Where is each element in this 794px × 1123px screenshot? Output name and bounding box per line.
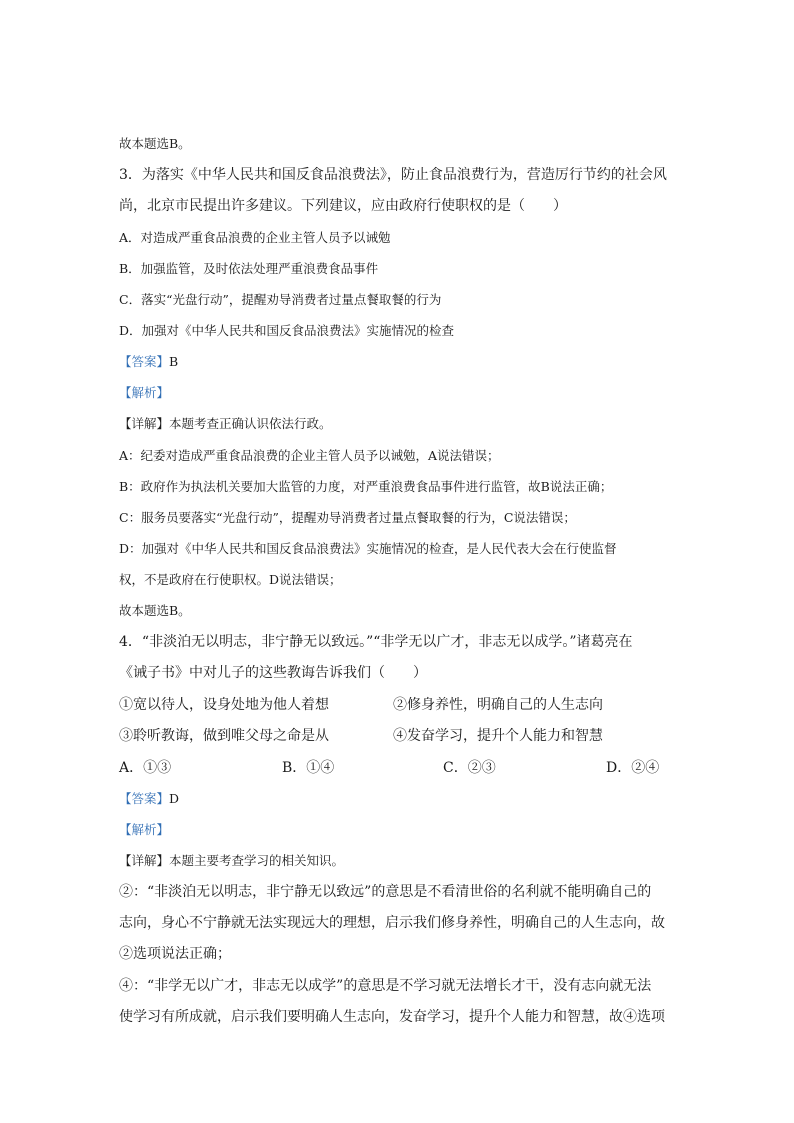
question-4-stem: 4．“非淡泊无以明志，非宁静无以致远。”“非学无以广才，非志无以成学。”诸葛亮在 <box>119 634 633 650</box>
detail-line-2 <box>119 852 679 870</box>
statement-1: ①宽以待人，设身处地为他人着想 <box>119 697 329 713</box>
detail-line <box>119 415 679 433</box>
explain-b: B：政府作为执法机关要加大监管的力度，对严重浪费食品事件进行监管，故B说法正确； <box>119 479 613 494</box>
question-4-stem-cont: 《诫子书》中对儿子的这些教诲告诉我们（ ） <box>119 665 427 681</box>
analysis-line <box>119 384 679 402</box>
detail-tag-2: 【详解】 <box>119 853 170 868</box>
analysis-tag-2: 【解析】 <box>119 822 170 837</box>
analysis-line-2 <box>119 821 679 839</box>
detail-text: 本题考查正确认识依法行政。 <box>169 416 332 431</box>
option-a: A．对造成严重食品浪费的企业主管人员予以诫勉 <box>119 230 391 245</box>
answer-line <box>119 353 679 371</box>
detail-text-2: 本题主要考查学习的相关知识。 <box>169 853 345 868</box>
choice-b: B．①④ <box>282 760 335 776</box>
conclusion-line: 故本题选B。 <box>119 136 191 151</box>
statement-4: ④发奋学习，提升个人能力和智慧 <box>393 728 603 744</box>
statement-3: ③聆听教诲，做到唯父母之命是从 <box>119 728 329 744</box>
answer-tag-2: 【答案】 <box>119 791 170 806</box>
explain-4-line-2: 使学习有所成就，启示我们要明确人生志向，发奋学习，提升个人能力和智慧，故④选项 <box>119 1009 665 1025</box>
detail-tag: 【详解】 <box>119 416 170 431</box>
answer-line-2 <box>119 790 679 808</box>
answer-tag: 【答案】 <box>119 354 170 369</box>
explain-d-cont: 权，不是政府在行使职权。D说法错误； <box>119 572 342 587</box>
analysis-tag: 【解析】 <box>119 385 170 400</box>
option-d: D．加强对《中华人民共和国反食品浪费法》实施情况的检查 <box>119 323 455 338</box>
statement-2: ②修身养性，明确自己的人生志向 <box>393 697 603 713</box>
choice-a: A．①③ <box>119 760 172 776</box>
explain-c: C：服务员要落实“光盘行动”，提醒劝导消费者过量点餐取餐的行为，C说法错误； <box>119 510 576 525</box>
choice-c: C．②③ <box>443 760 496 776</box>
conclusion-line-2: 故本题选B。 <box>119 603 191 618</box>
answer-value-2: D <box>169 791 180 806</box>
explain-d: D：加强对《中华人民共和国反食品浪费法》实施情况的检查，是人民代表大会在行使监督 <box>119 541 617 556</box>
option-c: C．落实“光盘行动”，提醒劝导消费者过量点餐取餐的行为 <box>119 292 442 307</box>
explain-2-line-2: 志向，身心不宁静就无法实现远大的理想，启示我们修身养性，明确自己的人生志向，故 <box>119 915 665 931</box>
option-b: B．加强监管，及时依法处理严重浪费食品事件 <box>119 261 379 276</box>
explain-2-line-1: ②：“非淡泊无以明志，非宁静无以致远”的意思是不看清世俗的名利就不能明确自己的 <box>119 884 652 900</box>
choice-d: D．②④ <box>606 760 660 776</box>
question-3-stem-cont: 尚，北京市民提出许多建议。下列建议，应由政府行使职权的是（ ） <box>119 198 567 214</box>
question-3-stem: 3．为落实《中华人民共和国反食品浪费法》，防止食品浪费行为，营造厉行节约的社会风 <box>119 167 667 183</box>
explain-a: A：纪委对造成严重食品浪费的企业主管人员予以诫勉，A说法错误； <box>119 448 500 463</box>
explain-2-line-3: ②选项说法正确； <box>119 946 231 962</box>
explain-4-line-1: ④：“非学无以广才，非志无以成学”的意思是不学习就无法增长才干，没有志向就无法 <box>119 978 652 994</box>
answer-value: B <box>169 354 179 369</box>
